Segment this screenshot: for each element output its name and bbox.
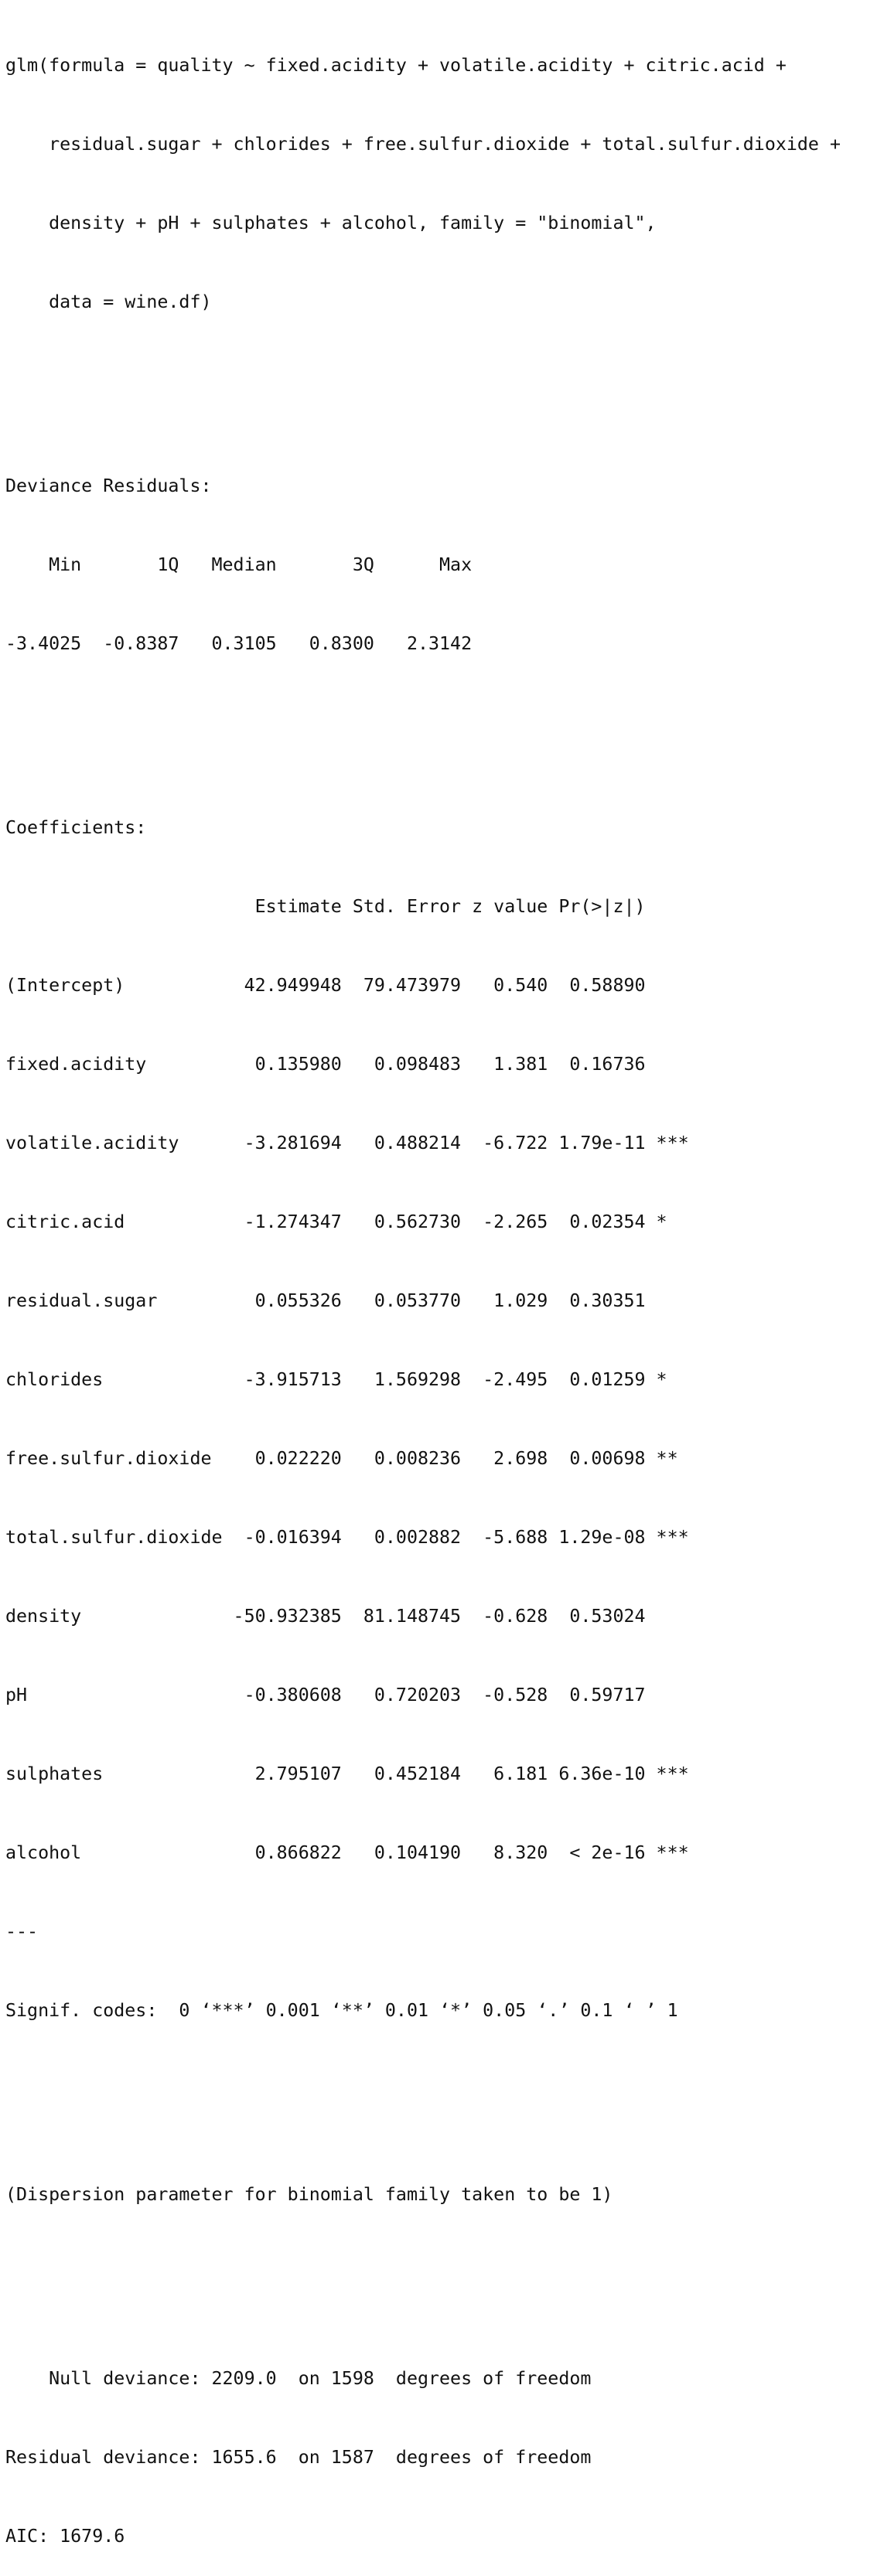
blank-line	[5, 710, 851, 736]
deviance-residuals-title: Deviance Residuals:	[5, 475, 223, 496]
coefficient-row-volatile-acidity: volatile.acidity -3.281694 0.488214 -6.722 1.79e-11 ***	[5, 1133, 689, 1153]
coefficient-row-alcohol: alcohol 0.866822 0.104190 8.320 < 2e-16 ***	[5, 1842, 689, 1863]
deviance-residuals-values: -3.4025 -0.8387 0.3105 0.8300 2.3142	[5, 633, 494, 654]
deviance-residuals-header: Min 1Q Median 3Q Max	[5, 554, 494, 575]
r-console-output	[5, 0, 851, 2576]
signif-codes-legend: Signif. codes: 0 ‘***’ 0.001 ‘**’ 0.01 ‘*’ 0.05 ‘.’ 0.1 ‘ ’ 1	[5, 2000, 678, 2021]
coefficients-title: Coefficients:	[5, 817, 147, 838]
blank-line	[5, 368, 851, 394]
glm-call-line-4: data = wine.df)	[5, 291, 212, 312]
coefficient-row-ph: pH -0.380608 0.720203 -0.528 0.59717	[5, 1685, 689, 1705]
coefficient-row-intercept: (Intercept) 42.949948 79.473979 0.540 0.58890	[5, 975, 689, 996]
glm-call-line-1: glm(formula = quality ~ fixed.acidity + volatile.acidity + citric.acid +	[5, 55, 797, 76]
aic-line: AIC: 1679.6	[5, 2526, 125, 2547]
glm-call-line-2: residual.sugar + chlorides + free.sulfur.dioxide + total.sulfur.dioxide +	[5, 134, 852, 155]
coefficient-row-chlorides: chlorides -3.915713 1.569298 -2.495 0.01259 *	[5, 1369, 689, 1390]
dispersion-note: (Dispersion parameter for binomial family taken to be 1)	[5, 2184, 613, 2205]
coefficients-header: Estimate Std. Error z value Pr(>|z|)	[5, 896, 689, 917]
separator-line: ---	[5, 1921, 39, 1942]
residual-deviance-line: Residual deviance: 1655.6 on 1587 degrees of freedom	[5, 2447, 592, 2468]
coefficient-row-free-sulfur-dioxide: free.sulfur.dioxide 0.022220 0.008236 2.698 0.00698 **	[5, 1448, 689, 1469]
blank-line	[5, 2077, 851, 2103]
coefficient-row-citric-acid: citric.acid -1.274347 0.562730 -2.265 0.02354 *	[5, 1211, 689, 1232]
coefficient-row-total-sulfur-dioxide: total.sulfur.dioxide -0.016394 0.002882 -5.688 1.29e-08 ***	[5, 1527, 689, 1548]
coefficient-row-fixed-acidity: fixed.acidity 0.135980 0.098483 1.381 0.16736	[5, 1054, 689, 1075]
null-deviance-line: Null deviance: 2209.0 on 1598 degrees of freedom	[5, 2368, 592, 2389]
coefficient-row-density: density -50.932385 81.148745 -0.628 0.53024	[5, 1606, 689, 1627]
glm-call-line-3: density + pH + sulphates + alcohol, family = "binomial",	[5, 213, 667, 233]
blank-line	[5, 2261, 851, 2287]
coefficient-row-residual-sugar: residual.sugar 0.055326 0.053770 1.029 0.30351	[5, 1290, 689, 1311]
coefficient-row-sulphates: sulphates 2.795107 0.452184 6.181 6.36e-10 ***	[5, 1763, 689, 1784]
